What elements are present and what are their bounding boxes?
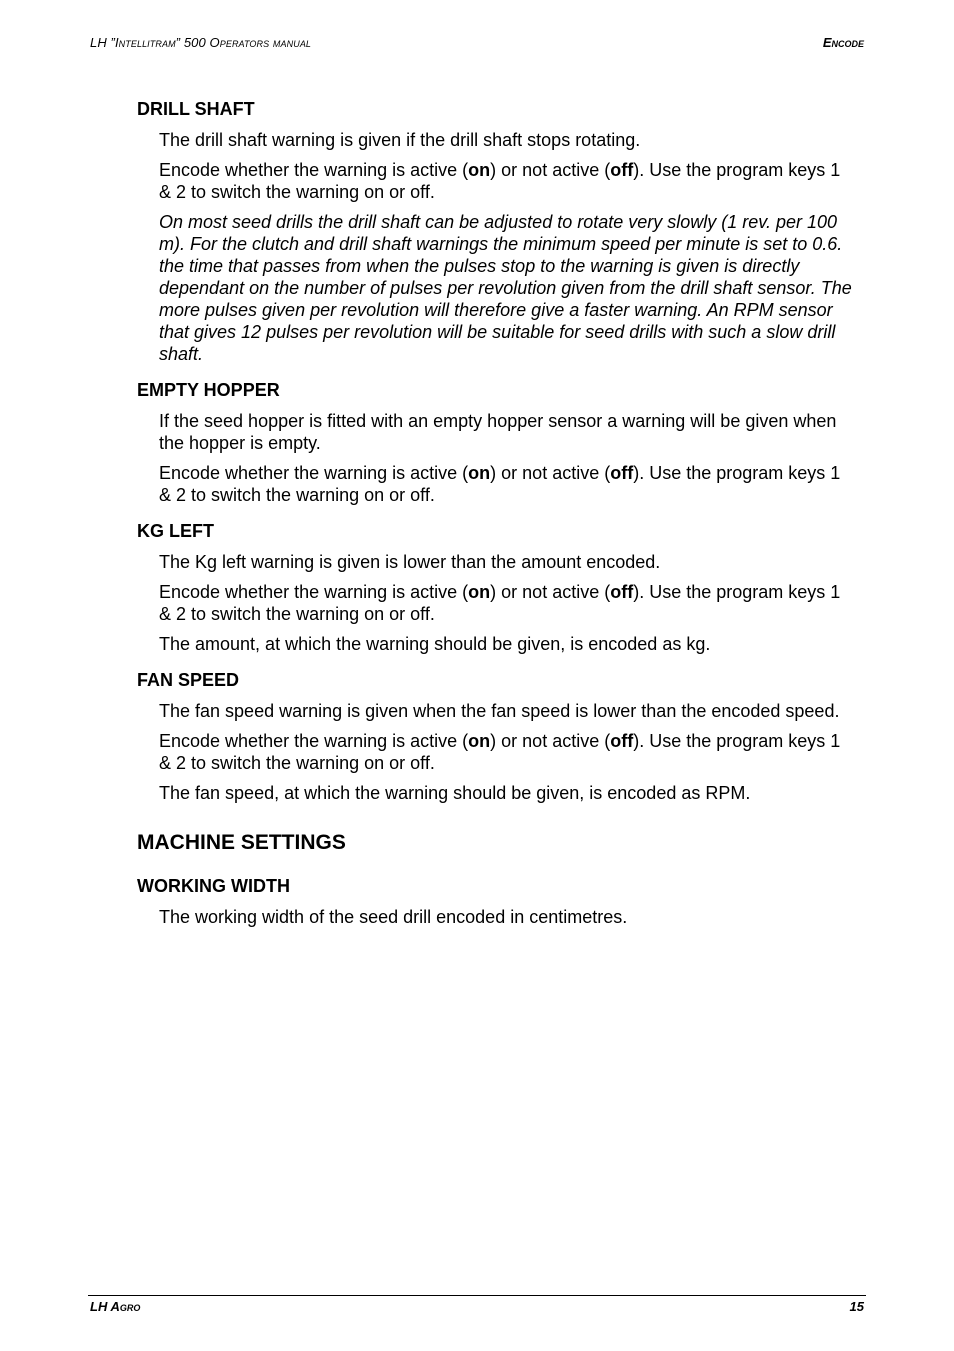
running-header-title: LH ”Intellitram” 500 Operators manual xyxy=(90,35,312,50)
fan-speed-description: The fan speed warning is given when the fan speed is lower than the encoded speed. xyxy=(159,701,840,721)
page-number: 15 xyxy=(849,1299,864,1314)
kg-left-encode-text: Encode whether the warning is active (on) or not active (off). Use the program keys 1 & 2 to switch the warning on or off. xyxy=(159,582,841,624)
off-keyword: off xyxy=(610,160,634,180)
on-keyword: on xyxy=(468,582,491,602)
drill-shaft-description: The drill shaft warning is given if the drill shaft stops rotating. xyxy=(159,130,641,150)
page-content xyxy=(137,98,857,928)
empty-hopper-description: If the seed hopper is fitted with an empty hopper sensor a warning will be given when the hopper is empty. xyxy=(159,411,837,453)
working-width-description: The working width of the seed drill encoded in centimetres. xyxy=(159,907,628,927)
heading-machine-settings: MACHINE SETTINGS xyxy=(137,831,346,854)
drill-shaft-note: On most seed drills the drill shaft can be adjusted to rotate very slowly (1 rev. per 100 m). For the clutch and drill shaft warnings the minimum speed per minute is set to 0.6. the time that passes from when the pulses stop to the warning is given is directly dependant on the number of pulses per revolution given from the drill shaft sensor. The more pulses given per revolution will therefore give a faster warning. An RPM sensor that gives 12 pulses per revolution will be suitable for seed drills with such a slow drill shaft. xyxy=(159,212,852,364)
running-header-section: Encode xyxy=(822,35,864,50)
off-keyword: off xyxy=(610,463,634,483)
footer-publisher: LH Agro xyxy=(90,1299,141,1314)
kg-left-description: The Kg left warning is given is lower than the amount encoded. xyxy=(159,552,661,572)
heading-kg-left: KG LEFT xyxy=(137,521,214,541)
heading-empty-hopper: EMPTY HOPPER xyxy=(137,380,280,400)
off-keyword: off xyxy=(610,731,634,751)
kg-left-amount-text: The amount, at which the warning should be given, is encoded as kg. xyxy=(159,634,711,654)
fan-speed-encode-text: Encode whether the warning is active (on) or not active (off). Use the program keys 1 & 2 to switch the warning on or off. xyxy=(159,731,841,773)
on-keyword: on xyxy=(468,731,491,751)
heading-fan-speed: FAN SPEED xyxy=(137,670,240,690)
off-keyword: off xyxy=(610,582,634,602)
fan-speed-rpm-text: The fan speed, at which the warning should be given, is encoded as RPM. xyxy=(159,783,751,803)
heading-drill-shaft: DRILL SHAFT xyxy=(137,99,255,119)
footer-divider xyxy=(88,1295,866,1296)
on-keyword: on xyxy=(468,463,491,483)
empty-hopper-encode-text: Encode whether the warning is active (on) or not active (off). Use the program keys 1 & 2 to switch the warning on or off. xyxy=(159,463,841,505)
drill-shaft-encode-text: Encode whether the warning is active (on) or not active (off). Use the program keys 1 & 2 to switch the warning on or off. xyxy=(159,160,841,202)
on-keyword: on xyxy=(468,160,491,180)
heading-working-width: WORKING WIDTH xyxy=(137,876,290,896)
